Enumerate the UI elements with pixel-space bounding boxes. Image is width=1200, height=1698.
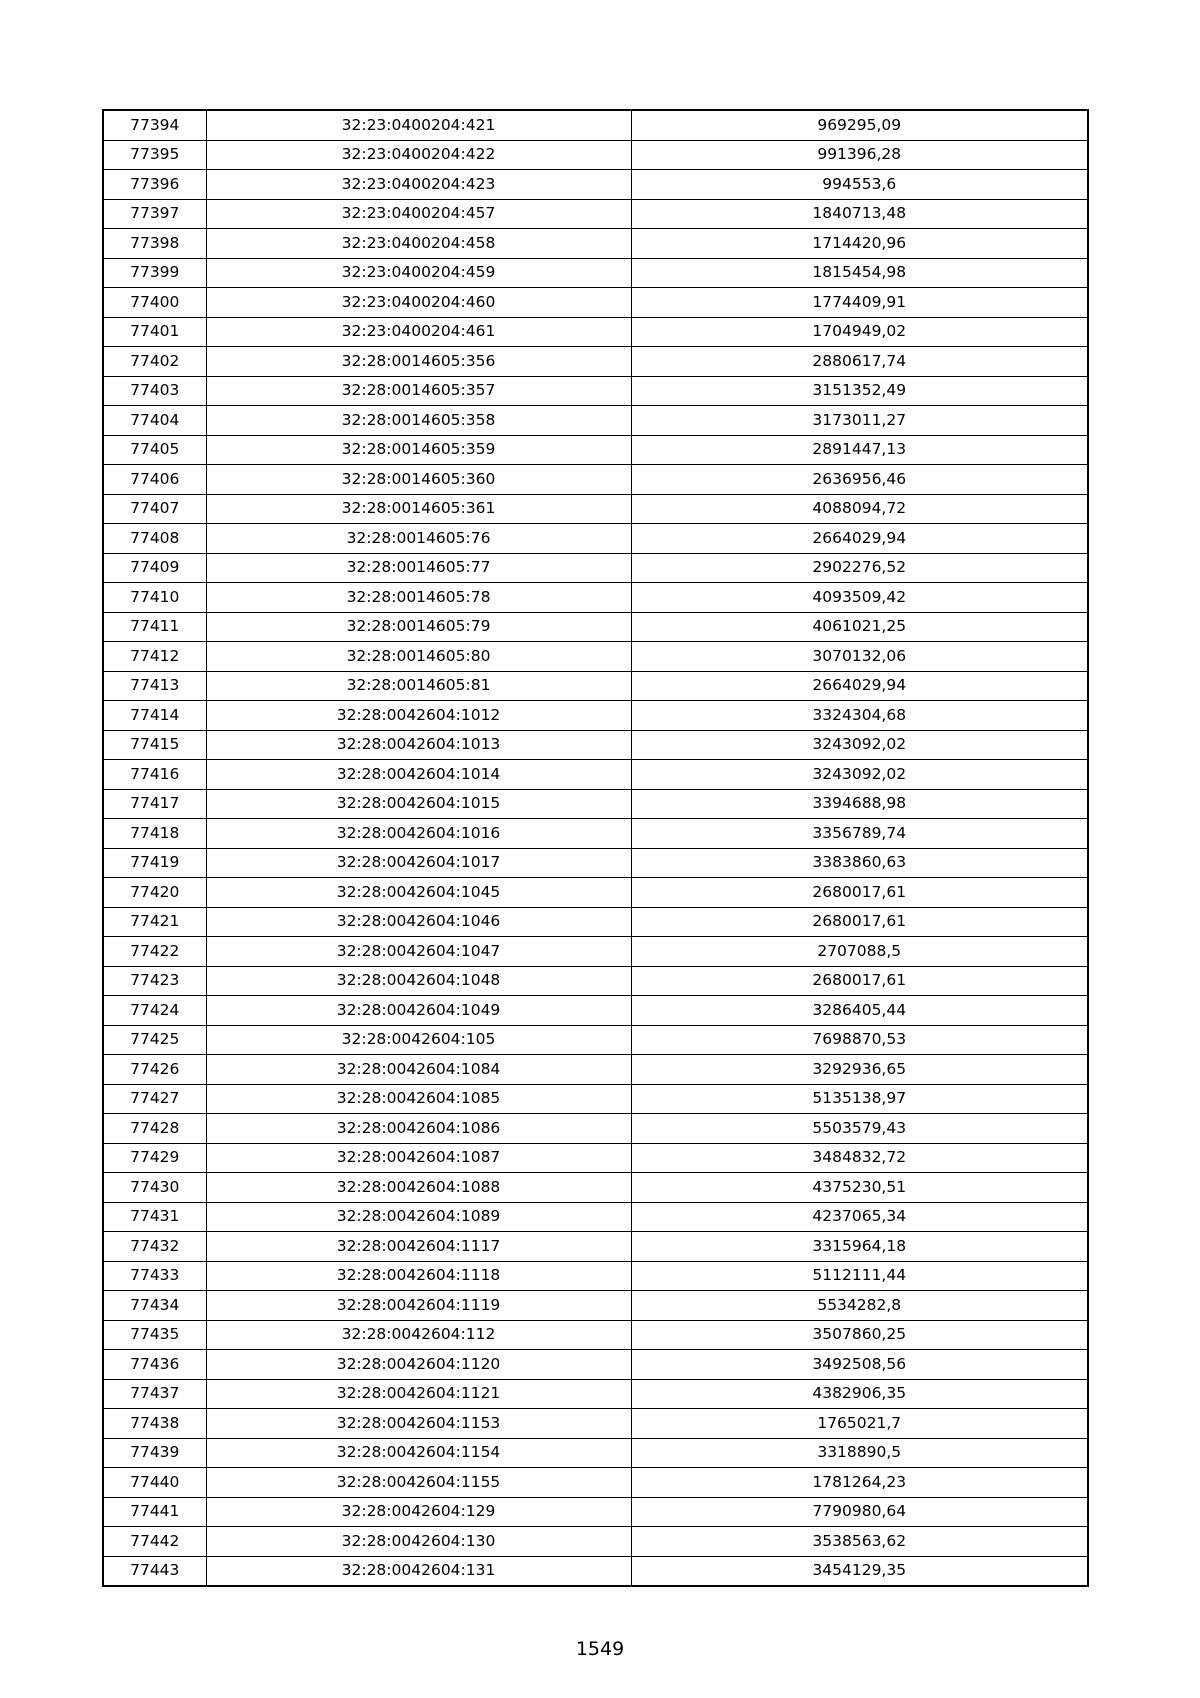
cadastral-number-cell: 32:28:0014605:80 — [206, 642, 631, 672]
row-number-cell: 77421 — [103, 907, 206, 937]
cadastral-number-cell: 32:28:0042604:1013 — [206, 730, 631, 760]
row-number-cell: 77439 — [103, 1438, 206, 1468]
cadastral-number-cell: 32:23:0400204:457 — [206, 199, 631, 229]
row-number-cell: 77438 — [103, 1409, 206, 1439]
cadastral-value-cell: 1704949,02 — [631, 317, 1088, 347]
cadastral-number-cell: 32:28:0042604:1119 — [206, 1291, 631, 1321]
table-row — [103, 1025, 1088, 1055]
row-number-cell: 77397 — [103, 199, 206, 229]
table-row — [103, 553, 1088, 583]
table-row — [103, 1114, 1088, 1144]
cadastral-value-cell: 3286405,44 — [631, 996, 1088, 1026]
cadastral-number-cell: 32:28:0042604:1087 — [206, 1143, 631, 1173]
table-row — [103, 110, 1088, 140]
cadastral-value-cell: 3454129,35 — [631, 1556, 1088, 1586]
row-number-cell: 77413 — [103, 671, 206, 701]
table-row — [103, 583, 1088, 613]
cadastral-value-cell: 4088094,72 — [631, 494, 1088, 524]
cadastral-number-cell: 32:28:0042604:130 — [206, 1527, 631, 1557]
table-row — [103, 347, 1088, 377]
cadastral-number-cell: 32:28:0042604:1120 — [206, 1350, 631, 1380]
row-number-cell: 77437 — [103, 1379, 206, 1409]
table-row — [103, 878, 1088, 908]
table-row — [103, 229, 1088, 259]
table-row — [103, 1320, 1088, 1350]
table-row — [103, 907, 1088, 937]
table-row — [103, 701, 1088, 731]
cadastral-value-cell: 2707088,5 — [631, 937, 1088, 967]
cadastral-number-cell: 32:28:0042604:1046 — [206, 907, 631, 937]
cadastral-number-cell: 32:23:0400204:458 — [206, 229, 631, 259]
table-row — [103, 730, 1088, 760]
row-number-cell: 77395 — [103, 140, 206, 170]
table-body — [103, 110, 1088, 1586]
table-row — [103, 612, 1088, 642]
row-number-cell: 77440 — [103, 1468, 206, 1498]
cadastral-value-cell: 2664029,94 — [631, 524, 1088, 554]
table-row — [103, 494, 1088, 524]
table-row — [103, 317, 1088, 347]
row-number-cell: 77402 — [103, 347, 206, 377]
table-row — [103, 1350, 1088, 1380]
row-number-cell: 77415 — [103, 730, 206, 760]
row-number-cell: 77420 — [103, 878, 206, 908]
cadastral-value-cell: 5534282,8 — [631, 1291, 1088, 1321]
cadastral-number-cell: 32:23:0400204:461 — [206, 317, 631, 347]
cadastral-value-cell: 3173011,27 — [631, 406, 1088, 436]
row-number-cell: 77441 — [103, 1497, 206, 1527]
cadastral-value-cell: 3151352,49 — [631, 376, 1088, 406]
cadastral-number-cell: 32:28:0014605:77 — [206, 553, 631, 583]
cadastral-value-cell: 2636956,46 — [631, 465, 1088, 495]
cadastral-number-cell: 32:28:0042604:1153 — [206, 1409, 631, 1439]
cadastral-number-cell: 32:28:0014605:79 — [206, 612, 631, 642]
table-row — [103, 465, 1088, 495]
row-number-cell: 77430 — [103, 1173, 206, 1203]
row-number-cell: 77412 — [103, 642, 206, 672]
cadastral-value-cell: 1815454,98 — [631, 258, 1088, 288]
table-row — [103, 140, 1088, 170]
cadastral-number-cell: 32:28:0014605:81 — [206, 671, 631, 701]
row-number-cell: 77401 — [103, 317, 206, 347]
table-row — [103, 937, 1088, 967]
page-number: 1549 — [575, 1638, 625, 1660]
cadastral-value-cell: 3070132,06 — [631, 642, 1088, 672]
cadastral-number-cell: 32:28:0042604:1155 — [206, 1468, 631, 1498]
row-number-cell: 77404 — [103, 406, 206, 436]
cadastral-value-cell: 2891447,13 — [631, 435, 1088, 465]
table-row — [103, 1527, 1088, 1557]
row-number-cell: 77400 — [103, 288, 206, 318]
table-row — [103, 1556, 1088, 1586]
cadastral-value-cell: 3356789,74 — [631, 819, 1088, 849]
cadastral-value-cell: 7698870,53 — [631, 1025, 1088, 1055]
table-row — [103, 1409, 1088, 1439]
table-row — [103, 1468, 1088, 1498]
cadastral-number-cell: 32:28:0042604:1086 — [206, 1114, 631, 1144]
cadastral-value-cell: 4237065,34 — [631, 1202, 1088, 1232]
cadastral-value-cell: 5112111,44 — [631, 1261, 1088, 1291]
table-row — [103, 1438, 1088, 1468]
row-number-cell: 77424 — [103, 996, 206, 1026]
table-row — [103, 1143, 1088, 1173]
table-row — [103, 1232, 1088, 1262]
cadastral-value-cell: 3394688,98 — [631, 789, 1088, 819]
cadastral-value-cell: 3538563,62 — [631, 1527, 1088, 1557]
cadastral-value-cell: 3492508,56 — [631, 1350, 1088, 1380]
cadastral-number-cell: 32:23:0400204:421 — [206, 110, 631, 140]
cadastral-number-cell: 32:28:0014605:361 — [206, 494, 631, 524]
cadastral-number-cell: 32:28:0042604:1085 — [206, 1084, 631, 1114]
cadastral-value-cell: 3292936,65 — [631, 1055, 1088, 1085]
row-number-cell: 77394 — [103, 110, 206, 140]
cadastral-value-cell: 1714420,96 — [631, 229, 1088, 259]
cadastral-value-cell: 1774409,91 — [631, 288, 1088, 318]
table-row — [103, 1173, 1088, 1203]
cadastral-number-cell: 32:28:0042604:1012 — [206, 701, 631, 731]
table-row — [103, 435, 1088, 465]
row-number-cell: 77435 — [103, 1320, 206, 1350]
cadastral-number-cell: 32:28:0042604:1017 — [206, 848, 631, 878]
table-row — [103, 258, 1088, 288]
cadastral-number-cell: 32:28:0042604:1088 — [206, 1173, 631, 1203]
cadastral-number-cell: 32:28:0014605:357 — [206, 376, 631, 406]
table-row — [103, 524, 1088, 554]
row-number-cell: 77434 — [103, 1291, 206, 1321]
row-number-cell: 77433 — [103, 1261, 206, 1291]
row-number-cell: 77423 — [103, 966, 206, 996]
table-row — [103, 996, 1088, 1026]
cadastral-number-cell: 32:28:0042604:1154 — [206, 1438, 631, 1468]
table-row — [103, 1084, 1088, 1114]
cadastral-number-cell: 32:28:0042604:1016 — [206, 819, 631, 849]
cadastral-value-cell: 5503579,43 — [631, 1114, 1088, 1144]
cadastral-value-cell: 3324304,68 — [631, 701, 1088, 731]
cadastral-number-cell: 32:23:0400204:422 — [206, 140, 631, 170]
cadastral-value-cell: 4093509,42 — [631, 583, 1088, 613]
cadastral-value-cell: 2680017,61 — [631, 966, 1088, 996]
cadastral-value-cell: 3318890,5 — [631, 1438, 1088, 1468]
cadastral-number-cell: 32:23:0400204:460 — [206, 288, 631, 318]
row-number-cell: 77410 — [103, 583, 206, 613]
row-number-cell: 77399 — [103, 258, 206, 288]
table-row — [103, 848, 1088, 878]
table-row — [103, 1202, 1088, 1232]
cadastral-number-cell: 32:23:0400204:423 — [206, 170, 631, 200]
table-row — [103, 1497, 1088, 1527]
cadastral-value-cell: 3383860,63 — [631, 848, 1088, 878]
cadastral-value-cell: 2680017,61 — [631, 878, 1088, 908]
row-number-cell: 77425 — [103, 1025, 206, 1055]
cadastral-number-cell: 32:28:0042604:112 — [206, 1320, 631, 1350]
row-number-cell: 77432 — [103, 1232, 206, 1262]
cadastral-number-cell: 32:28:0042604:1118 — [206, 1261, 631, 1291]
table-row — [103, 288, 1088, 318]
cadastral-number-cell: 32:28:0042604:1047 — [206, 937, 631, 967]
row-number-cell: 77405 — [103, 435, 206, 465]
table-row — [103, 1379, 1088, 1409]
row-number-cell: 77426 — [103, 1055, 206, 1085]
table-row — [103, 966, 1088, 996]
table-row — [103, 1291, 1088, 1321]
row-number-cell: 77436 — [103, 1350, 206, 1380]
cadastral-value-cell: 2680017,61 — [631, 907, 1088, 937]
cadastral-value-cell: 3315964,18 — [631, 1232, 1088, 1262]
row-number-cell: 77431 — [103, 1202, 206, 1232]
cadastral-number-cell: 32:28:0042604:1121 — [206, 1379, 631, 1409]
row-number-cell: 77442 — [103, 1527, 206, 1557]
row-number-cell: 77407 — [103, 494, 206, 524]
cadastral-value-cell: 3243092,02 — [631, 730, 1088, 760]
cadastral-value-cell: 1781264,23 — [631, 1468, 1088, 1498]
cadastral-number-cell: 32:28:0014605:358 — [206, 406, 631, 436]
row-number-cell: 77406 — [103, 465, 206, 495]
row-number-cell: 77417 — [103, 789, 206, 819]
row-number-cell: 77427 — [103, 1084, 206, 1114]
row-number-cell: 77414 — [103, 701, 206, 731]
row-number-cell: 77408 — [103, 524, 206, 554]
table-row — [103, 760, 1088, 790]
cadastral-number-cell: 32:28:0042604:1089 — [206, 1202, 631, 1232]
cadastral-number-cell: 32:28:0042604:1014 — [206, 760, 631, 790]
table-row — [103, 376, 1088, 406]
row-number-cell: 77443 — [103, 1556, 206, 1586]
row-number-cell: 77419 — [103, 848, 206, 878]
cadastral-value-cell: 2880617,74 — [631, 347, 1088, 377]
table-row — [103, 406, 1088, 436]
cadastral-value-cell: 2664029,94 — [631, 671, 1088, 701]
table-row — [103, 1261, 1088, 1291]
cadastral-value-cell: 7790980,64 — [631, 1497, 1088, 1527]
row-number-cell: 77396 — [103, 170, 206, 200]
cadastral-value-cell: 969295,09 — [631, 110, 1088, 140]
table-row — [103, 642, 1088, 672]
cadastral-number-cell: 32:28:0042604:105 — [206, 1025, 631, 1055]
row-number-cell: 77403 — [103, 376, 206, 406]
table-row — [103, 789, 1088, 819]
cadastral-value-cell: 994553,6 — [631, 170, 1088, 200]
table-row — [103, 170, 1088, 200]
table-row — [103, 1055, 1088, 1085]
table-row — [103, 199, 1088, 229]
row-number-cell: 77422 — [103, 937, 206, 967]
row-number-cell: 77409 — [103, 553, 206, 583]
cadastral-number-cell: 32:28:0014605:76 — [206, 524, 631, 554]
row-number-cell: 77429 — [103, 1143, 206, 1173]
cadastral-value-cell: 3507860,25 — [631, 1320, 1088, 1350]
row-number-cell: 77418 — [103, 819, 206, 849]
cadastral-value-cell: 991396,28 — [631, 140, 1088, 170]
table-row — [103, 819, 1088, 849]
cadastral-value-cell: 5135138,97 — [631, 1084, 1088, 1114]
cadastral-number-cell: 32:28:0014605:360 — [206, 465, 631, 495]
cadastral-number-cell: 32:28:0014605:78 — [206, 583, 631, 613]
cadastral-number-cell: 32:28:0042604:131 — [206, 1556, 631, 1586]
cadastral-value-cell: 4375230,51 — [631, 1173, 1088, 1203]
cadastral-value-cell: 4061021,25 — [631, 612, 1088, 642]
cadastral-value-cell: 2902276,52 — [631, 553, 1088, 583]
cadastral-number-cell: 32:28:0042604:1048 — [206, 966, 631, 996]
table-row — [103, 671, 1088, 701]
cadastral-number-cell: 32:28:0042604:1045 — [206, 878, 631, 908]
cadastral-value-cell: 4382906,35 — [631, 1379, 1088, 1409]
cadastral-value-cell: 3484832,72 — [631, 1143, 1088, 1173]
cadastral-number-cell: 32:28:0014605:356 — [206, 347, 631, 377]
row-number-cell: 77411 — [103, 612, 206, 642]
cadastral-value-cell: 1840713,48 — [631, 199, 1088, 229]
cadastral-value-cell: 3243092,02 — [631, 760, 1088, 790]
row-number-cell: 77398 — [103, 229, 206, 259]
cadastral-number-cell: 32:28:0042604:1084 — [206, 1055, 631, 1085]
cadastral-value-cell: 1765021,7 — [631, 1409, 1088, 1439]
cadastral-number-cell: 32:28:0042604:129 — [206, 1497, 631, 1527]
cadastral-number-cell: 32:28:0042604:1049 — [206, 996, 631, 1026]
cadastral-number-cell: 32:23:0400204:459 — [206, 258, 631, 288]
cadastral-number-cell: 32:28:0014605:359 — [206, 435, 631, 465]
cadastral-value-table — [102, 109, 1089, 1587]
cadastral-number-cell: 32:28:0042604:1117 — [206, 1232, 631, 1262]
cadastral-number-cell: 32:28:0042604:1015 — [206, 789, 631, 819]
row-number-cell: 77416 — [103, 760, 206, 790]
row-number-cell: 77428 — [103, 1114, 206, 1144]
